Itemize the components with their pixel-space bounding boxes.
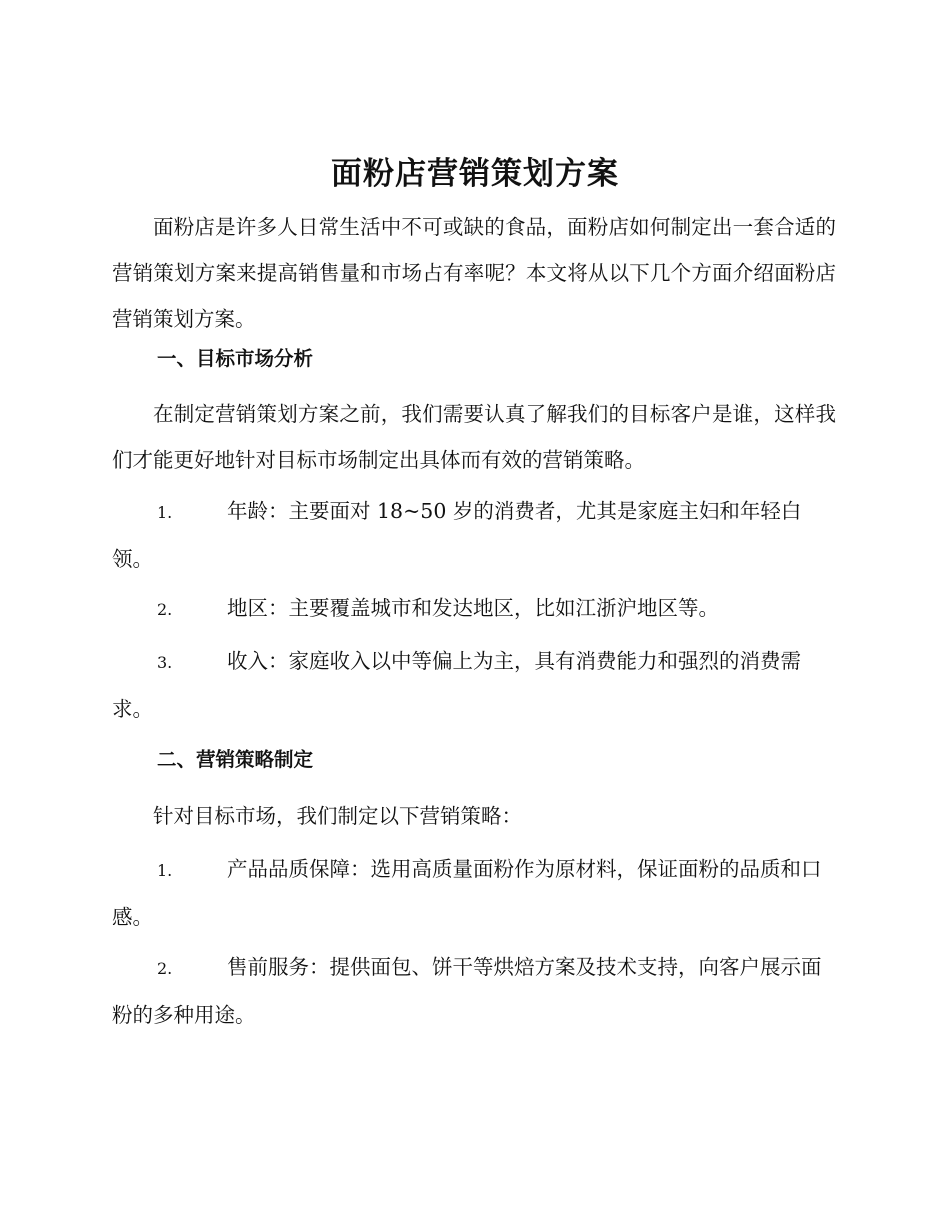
list-item <box>112 638 836 732</box>
list-item-number: 2. <box>157 959 173 978</box>
document-title: 面粉店营销策划方案 <box>331 156 619 192</box>
section-heading-target-market: 一、目标市场分析 <box>157 347 314 370</box>
list-item <box>112 846 836 940</box>
list-item-number: 2. <box>157 600 173 619</box>
list-item-number: 1. <box>157 503 173 522</box>
list-item <box>112 944 836 1038</box>
list-item-number: 3. <box>157 653 173 672</box>
intro-paragraph: 面粉店是许多人日常生活中不可或缺的食品，面粉店如何制定出一套合适的营销策划方案来提高销售量和市场占有率呢？本文将从以下几个方面介绍面粉店营销策划方案。 <box>112 215 836 331</box>
list-item <box>112 488 836 582</box>
list-item-number: 1. <box>157 861 173 880</box>
target-market-paragraph: 在制定营销策划方案之前，我们需要认真了解我们的目标客户是谁，这样我们才能更好地针对目标市场制定出具体而有效的营销策略。 <box>112 402 836 472</box>
list-item-text: 收入：家庭收入以中等偏上为主，具有消费能力和强烈的消费需求。 <box>112 649 801 721</box>
section-heading-marketing-strategy: 二、营销策略制定 <box>157 748 314 771</box>
list-item <box>112 585 836 633</box>
list-item-text: 售前服务：提供面包、饼干等烘焙方案及技术支持，向客户展示面粉的多种用途。 <box>112 955 822 1027</box>
list-item-text: 地区：主要覆盖城市和发达地区，比如江浙沪地区等。 <box>227 596 719 620</box>
marketing-strategy-paragraph: 针对目标市场，我们制定以下营销策略： <box>153 804 522 828</box>
list-item-text: 产品品质保障：选用高质量面粉作为原材料，保证面粉的品质和口感。 <box>112 857 822 929</box>
list-item-text: 年龄：主要面对 18~50 岁的消费者，尤其是家庭主妇和年轻白领。 <box>112 499 802 571</box>
